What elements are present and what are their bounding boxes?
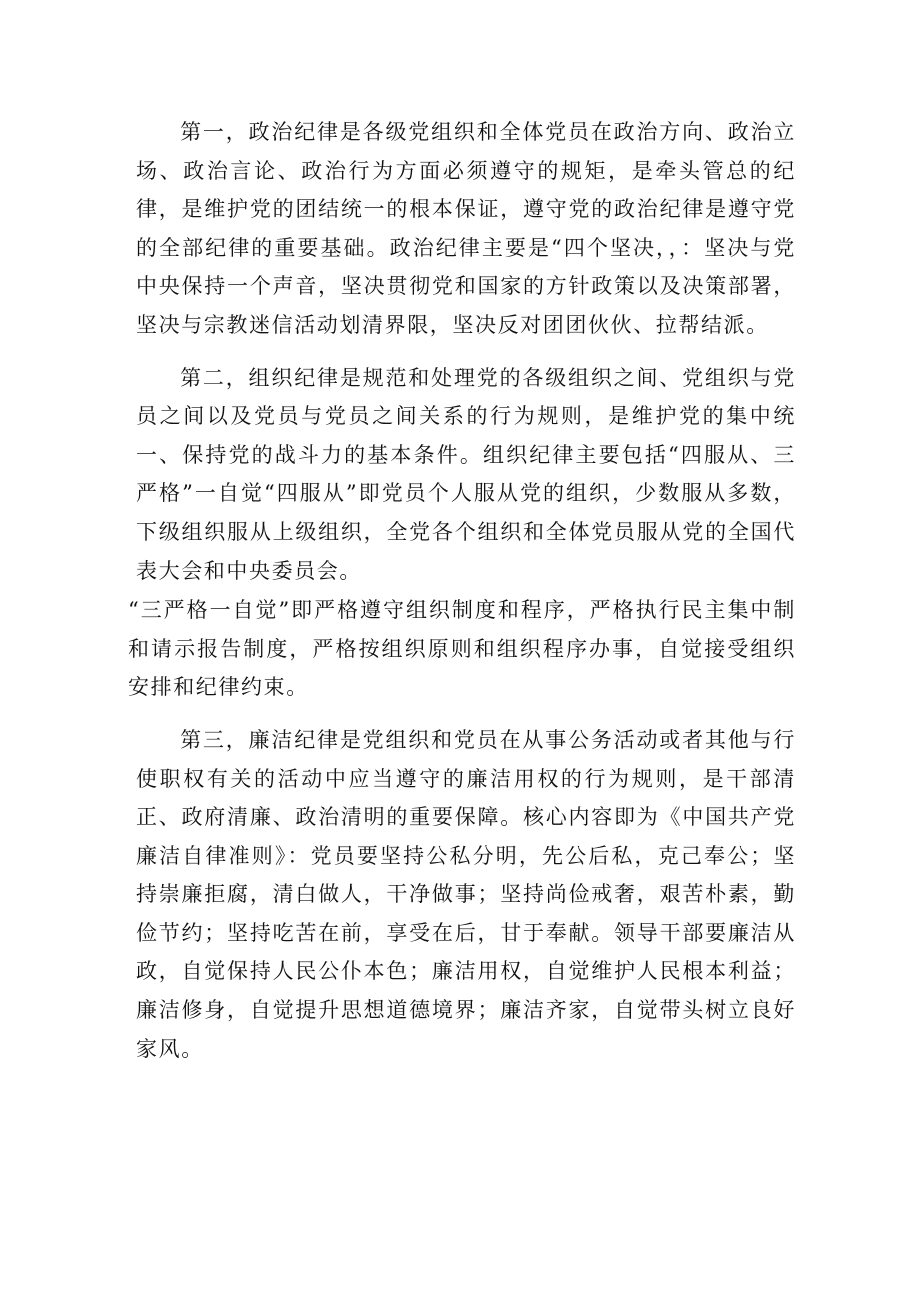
document-body <box>128 113 796 1068</box>
paragraph-organizational-discipline: 第二，组织纪律是规范和处理党的各级组织之间、党组织与党员之间以及党员与党员之间关系的行为规则，是维护党的集中统一、保持党的战斗力的基本条件。组织纪律主要包括“四服从、三严格”一自觉“四服从”即党员个人服从党的组织，少数服从多数，下级组织服从上级组织，全党各个组织和全体党员服从党的全国代表大会和中央委员会。 <box>136 365 796 583</box>
paragraph-three-strict-one-conscious: “三严格一自觉”即严格遵守组织制度和程序，严格执行民主集中制和请示报告制度，严格按组织原则和组织程序办事，自觉接受组织安排和纪律约束。 <box>128 598 796 700</box>
paragraph-political-discipline: 第一，政治纪律是各级党组织和全体党员在政治方向、政治立场、政治言论、政治行为方面必须遵守的规矩，是牵头管总的纪律，是维护党的团结统一的根本保证，遵守党的政治纪律是遵守党的全部纪律的重要基础。政治纪律主要是“四个坚决，，：坚决与党中央保持一个声音，坚决贯彻党和国家的方针政策以及决策部署，坚决与宗教迷信活动划清界限，坚决反对团团伙伙、拉帮结派。 <box>136 120 796 337</box>
paragraph-integrity-discipline: 第三，廉洁纪律是党组织和党员在从事公务活动或者其他与行使职权有关的活动中应当遵守的廉洁用权的行为规则，是干部清正、政府清廉、政治清明的重要保障。核心内容即为《中国共产党廉洁自律准则》：党员要坚持公私分明，先公后私，克己奉公；坚持崇廉拒腐，清白做人，干净做事；坚持尚俭戒奢，艰苦朴素，勤俭节约；坚持吃苦在前，享受在后，甘于奉献。领导干部要廉洁从政，自觉保持人民公仆本色；廉洁用权，自觉维护人民根本利益；廉洁修身，自觉提升思想道德境界；廉洁齐家，自觉带头树立良好家风。 <box>136 727 796 1061</box>
